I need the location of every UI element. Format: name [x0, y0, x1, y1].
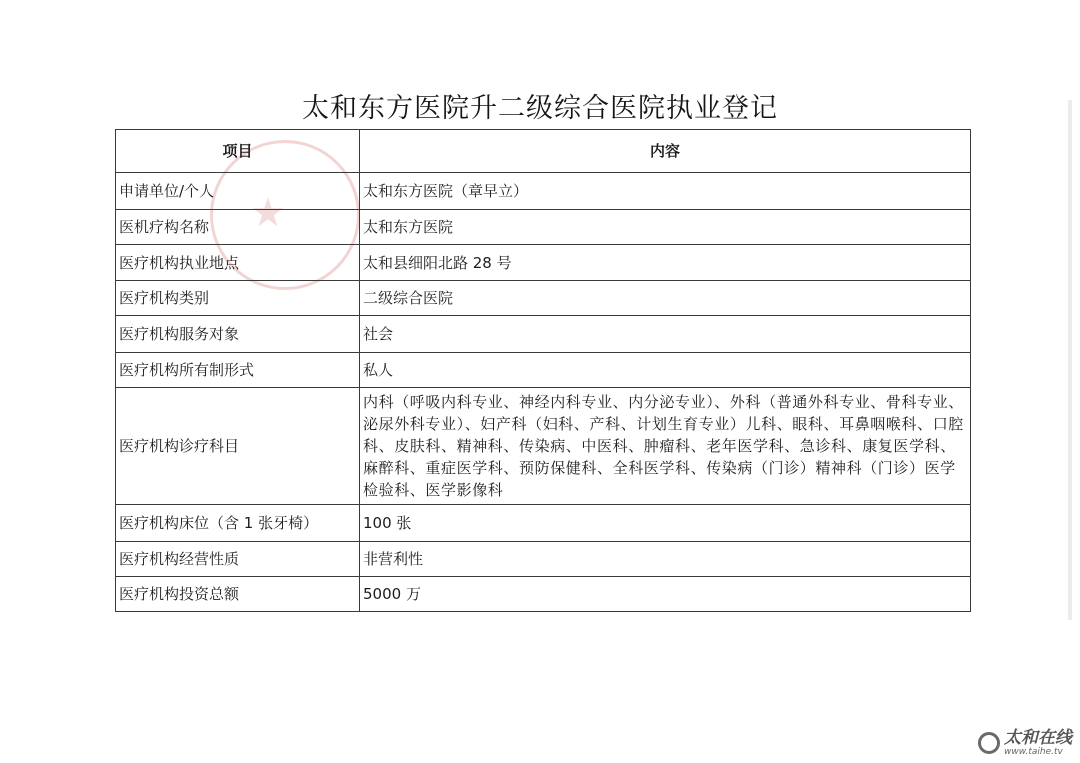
table-header-row: [116, 130, 971, 173]
row-item-label: 医疗机构投资总额: [116, 577, 360, 612]
row-content-value: 内科（呼吸内科专业、神经内科专业、内分泌专业）、外科（普通外科专业、骨科专业、泌尿外科专业）、妇产科（妇科、产科、计划生育专业）儿科、眼科、耳鼻咽喉科、口腔科、皮肤科、精神科、传染病、中医科、肿瘤科、老年医学科、急诊科、康复医学科、 麻醉科、重症医学科、预防保健科、全科医学科、传染病（门诊）精神科（门诊）医学检验科、医学影像科: [360, 388, 971, 505]
row-item-label: 医疗机构类别: [116, 281, 360, 316]
page-title: 太和东方医院升二级综合医院执业登记: [302, 93, 778, 124]
row-item-label: 医疗机构经营性质: [116, 542, 360, 577]
table-row: [116, 245, 971, 281]
row-content-value: 非营利性: [360, 542, 971, 577]
row-item-label: 医疗机构床位（含 1 张牙椅）: [116, 505, 360, 542]
row-content-value: 太和县细阳北路 28 号: [360, 245, 971, 281]
row-content-value: 二级综合医院: [360, 281, 971, 316]
row-item-label: 医疗机构执业地点: [116, 245, 360, 281]
row-item-label: 申请单位/个人: [116, 173, 360, 210]
column-header-item: 项目: [116, 130, 360, 173]
logo-url: www.taihe.tv: [1004, 747, 1063, 757]
table-row: [116, 210, 971, 245]
row-content-value: 社会: [360, 316, 971, 353]
table-row: [116, 281, 971, 316]
seal-star-icon: ★: [250, 190, 286, 236]
table-row: [116, 388, 971, 505]
table-row: [116, 505, 971, 542]
row-content-value: 5000 万: [360, 577, 971, 612]
column-header-content: 内容: [360, 130, 971, 173]
row-content-value: 太和东方医院（章早立）: [360, 173, 971, 210]
watermark-logo: [978, 729, 1072, 757]
row-content-value: 太和东方医院: [360, 210, 971, 245]
table-row: [116, 353, 971, 388]
table-row: [116, 577, 971, 612]
row-item-label: 医疗机构诊疗科目: [116, 388, 360, 505]
logo-swirl-icon: [978, 732, 1000, 754]
row-item-label: 医机疗构名称: [116, 210, 360, 245]
logo-text: 太和在线: [1004, 728, 1072, 748]
row-item-label: 医疗机构服务对象: [116, 316, 360, 353]
row-content-value: 私人: [360, 353, 971, 388]
table-row: [116, 542, 971, 577]
table-row: [116, 316, 971, 353]
table-row: [116, 173, 971, 210]
row-content-value: 100 张: [360, 505, 971, 542]
registration-table: [115, 129, 971, 612]
row-item-label: 医疗机构所有制形式: [116, 353, 360, 388]
scan-edge-shadow: [1068, 100, 1072, 620]
